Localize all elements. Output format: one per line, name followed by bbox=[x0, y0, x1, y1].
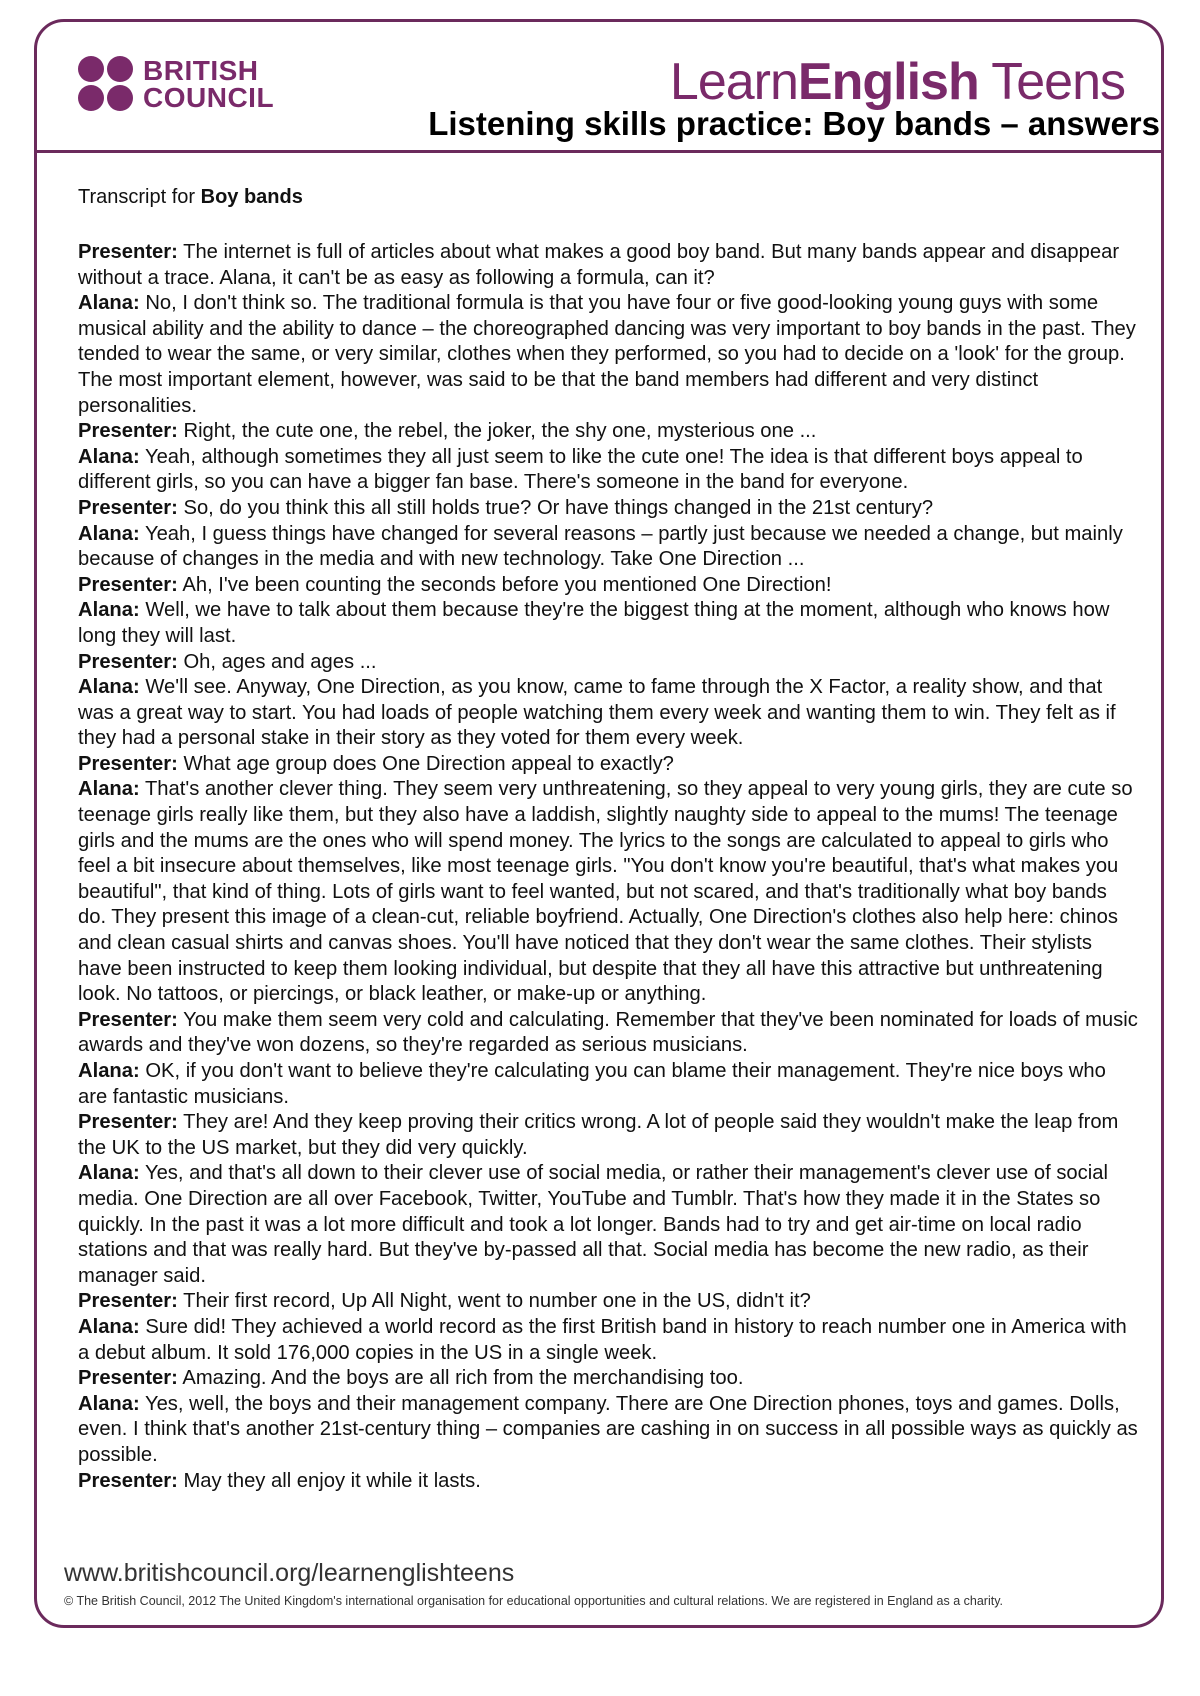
speech-text: Yeah, I guess things have changed for several reasons – partly just because we needed a change, but mainly because of changes in the media and with new technology. Take One Direction ... bbox=[78, 522, 1123, 571]
transcript-line bbox=[78, 650, 1138, 676]
transcript-line bbox=[78, 1392, 1138, 1469]
speech-text: May they all enjoy it while it lasts. bbox=[183, 1469, 481, 1492]
header-divider bbox=[37, 150, 1161, 153]
speaker-label: Alana: bbox=[78, 1162, 140, 1185]
speech-text: What age group does One Direction appeal to exactly? bbox=[183, 752, 674, 775]
speaker-label: Alana: bbox=[78, 522, 140, 545]
learnenglish-teens-brand bbox=[670, 52, 1125, 112]
logo-line-1: BRITISH bbox=[143, 54, 259, 86]
brand-english: English bbox=[797, 53, 979, 111]
transcript-line bbox=[78, 1059, 1138, 1110]
speaker-label: Presenter: bbox=[78, 1111, 178, 1134]
logo-line-2: COUNCIL bbox=[143, 81, 275, 113]
logo-text bbox=[143, 54, 275, 113]
speaker-label: Presenter: bbox=[78, 420, 178, 443]
speech-text: Sure did! They achieved a world record as the first British band in history to reach number one in America with a debut album. It sold 176,000 copies in the US in a single week. bbox=[78, 1315, 1127, 1364]
transcript-line bbox=[78, 573, 1138, 599]
speech-text: Yes, well, the boys and their management company. There are One Direction phones, toys and games. Dolls, even. I think that's another 21st-century thing – companies are cashing in on success in all possible ways as quickly as possible. bbox=[78, 1392, 1138, 1466]
speech-text: The internet is full of articles about what makes a good boy band. But many bands appear and disappear without a trace. Alana, it can't be as easy as following a formula, can it? bbox=[78, 241, 1120, 289]
speaker-label: Presenter: bbox=[78, 1290, 178, 1313]
footer-url[interactable]: www.britishcouncil.org/learnenglishteens bbox=[64, 1559, 515, 1587]
page-title: Listening skills practice: Boy bands – answers bbox=[428, 105, 1160, 142]
transcript-line bbox=[78, 419, 1138, 445]
speaker-label: Alana: bbox=[78, 1315, 140, 1338]
speech-text: Well, we have to talk about them because they're the biggest thing at the moment, although who knows how long they will last. bbox=[78, 599, 1110, 647]
speech-text: Amazing. And the boys are all rich from the merchandising too. bbox=[182, 1367, 744, 1390]
transcript-line bbox=[78, 675, 1138, 752]
speech-text: Their first record, Up All Night, went to number one in the US, didn't it? bbox=[183, 1290, 811, 1313]
speech-text: You make them seem very cold and calculating. Remember that they've been nominated for loads of music awards and they've won dozens, so they're regarded as serious musicians. bbox=[78, 1008, 1138, 1057]
transcript-line bbox=[78, 1110, 1138, 1161]
transcript-line bbox=[78, 291, 1138, 419]
transcript-line bbox=[78, 240, 1138, 291]
speaker-label: Alana: bbox=[78, 599, 140, 622]
speaker-label: Presenter: bbox=[78, 1367, 178, 1390]
transcript-line bbox=[78, 1289, 1138, 1315]
transcript-intro bbox=[78, 184, 303, 210]
speaker-label: Presenter: bbox=[78, 1008, 178, 1031]
speaker-label: Presenter: bbox=[78, 650, 178, 673]
british-council-logo bbox=[78, 56, 274, 111]
brand-teens: Teens bbox=[991, 53, 1125, 111]
speech-text: Right, the cute one, the rebel, the joker, the shy one, mysterious one ... bbox=[183, 420, 817, 443]
speech-text: That's another clever thing. They seem very unthreatening, so they appeal to very young girls, they are cute so teenage girls really like them, but they also have a laddish, slightly naughty side to appeal to the mums! The teenage girls and the mums are the ones who will spend money. The lyrics to the songs are calculated to appeal to girls who feel a bit insecure about themselves, like most teenage girls. "You don't know you're beautiful, that's what makes you beautiful", that kind of thing. Lots of girls want to feel wanted, but not scared, and that's traditionally what boy bands do. They present this image of a clean-cut, reliable boyfriend. Actually, One Direction's clothes also help here: chinos and clean casual shirts and canvas shoes. You'll have noticed that they don't wear the same clothes. Their stylists have been instructed to keep them looking individual, but despite that they all have this attractive but unthreatening look. No tattoos, or piercings, or black leather, or make-up or anything. bbox=[78, 778, 1133, 1006]
transcript-line bbox=[78, 1315, 1138, 1366]
speech-text: They are! And they keep proving their critics wrong. A lot of people said they wouldn't make the leap from the UK to the US market, but they did very quickly. bbox=[78, 1111, 1119, 1159]
transcript-line bbox=[78, 496, 1138, 522]
intro-topic: Boy bands bbox=[200, 186, 303, 208]
transcript-line bbox=[78, 777, 1138, 1007]
intro-label: Transcript for bbox=[78, 186, 196, 208]
speech-text: Yes, and that's all down to their clever use of social media, or rather their management's clever use of social media. One Direction are all over Facebook, Twitter, YouTube and Tumblr. That's how they made it in the States so quickly. In the past it was a lot more difficult and took a lot longer. Bands had to try and get air-time on local radio stations and that was really hard. But they've by-passed all that. Social media has become the new radio, as their manager said. bbox=[78, 1162, 1108, 1287]
transcript-line bbox=[78, 445, 1138, 496]
transcript-line bbox=[78, 1161, 1138, 1289]
speech-text: Ah, I've been counting the seconds before you mentioned One Direction! bbox=[182, 573, 832, 596]
speech-text: Oh, ages and ages ... bbox=[183, 650, 377, 673]
speaker-label: Alana: bbox=[78, 1392, 140, 1415]
speaker-label: Alana: bbox=[78, 445, 140, 468]
brand-learn: Learn bbox=[669, 53, 798, 111]
speech-text: We'll see. Anyway, One Direction, as you know, came to fame through the X Factor, a reality show, and that was a great way to start. You had loads of people watching them every week and wanting them to win. They felt as if they had a personal stake in their story as they voted for them every week. bbox=[78, 676, 1116, 750]
speaker-label: Presenter: bbox=[78, 573, 178, 596]
speaker-label: Presenter: bbox=[78, 752, 178, 775]
transcript-line bbox=[78, 1366, 1138, 1392]
transcript-line bbox=[78, 1469, 1138, 1495]
speaker-label: Alana: bbox=[78, 1060, 140, 1082]
speaker-label: Alana: bbox=[78, 676, 140, 699]
speaker-label: Presenter: bbox=[78, 1469, 178, 1492]
speaker-label: Presenter: bbox=[78, 496, 178, 519]
transcript-line bbox=[78, 752, 1138, 778]
speaker-label: Alana: bbox=[78, 778, 140, 801]
logo-dots-icon bbox=[78, 56, 133, 111]
transcript-line bbox=[78, 522, 1138, 573]
speaker-label: Alana: bbox=[78, 292, 140, 315]
transcript-body bbox=[78, 240, 1138, 1494]
footer-legal: © The British Council, 2012 The United Kingdom's international organisation for educational opportunities and cultural relations. We are registered in England as a charity. bbox=[64, 1594, 1003, 1608]
speech-text: Yeah, although sometimes they all just seem to like the cute one! The idea is that different boys appeal to different girls, so you can have a bigger fan base. There's someone in the band for everyone. bbox=[78, 445, 1083, 494]
transcript-line bbox=[78, 1008, 1138, 1059]
speaker-label: Presenter: bbox=[78, 241, 178, 263]
speech-text: So, do you think this all still holds true? Or have things changed in the 21st century? bbox=[183, 496, 934, 519]
speech-text: No, I don't think so. The traditional formula is that you have four or five good-looking young guys with some musical ability and the ability to dance – the choreographed dancing was very important to boy bands in the past. They tended to wear the same, or very similar, clothes when they performed, so you had to decide on a 'look' for the group. The most important element, however, was said to be that the band members had different and very distinct personalities. bbox=[78, 292, 1136, 417]
speech-text: OK, if you don't want to believe they're calculating you can blame their management. They're nice boys who are fantastic musicians. bbox=[78, 1060, 1106, 1108]
transcript-line bbox=[78, 598, 1138, 649]
